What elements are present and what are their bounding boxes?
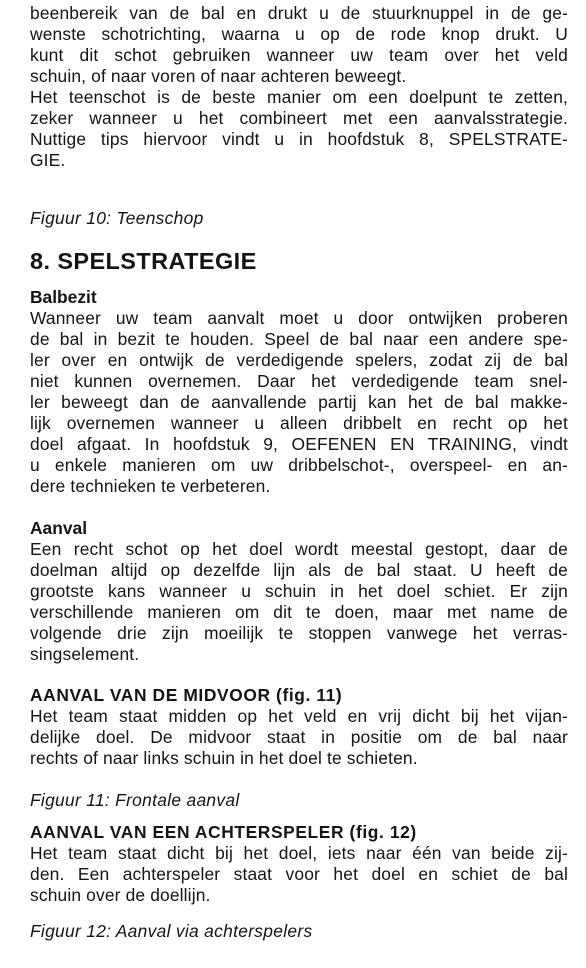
figure-11-caption: Figuur 11: Frontale aanval xyxy=(30,790,240,810)
text-line: Het team staat midden op het veld en vrij dicht bij het vijan- xyxy=(30,706,568,726)
text-line: doel afgaat. In hoofdstuk 9, OEFENEN EN TRAINING, vindt xyxy=(30,434,568,454)
text-line: grootste kans wanneer u schuin in het doel schiet. Er zijn xyxy=(30,581,568,601)
figure-12-caption: Figuur 12: Aanval via achterspelers xyxy=(30,921,313,941)
balbezit-section xyxy=(30,287,568,497)
text-line: lijk overnemen wanneer u alleen dribbelt en recht op het xyxy=(30,413,568,433)
achterspeler-text xyxy=(30,843,568,906)
text-line: den. Een achterspeler staat voor het doel en schiet de bal xyxy=(30,864,568,884)
text-line: delijke doel. De midvoor staat in positie om de bal naar xyxy=(30,727,568,747)
intro-text xyxy=(30,3,568,171)
text-line: beenbereik van de bal en drukt u de stuurknuppel in de ge- xyxy=(30,3,568,23)
text-line: zeker wanneer u het combineert met een aanvalsstrategie. xyxy=(30,108,568,128)
chapter-heading-block xyxy=(30,247,568,275)
intro-paragraph xyxy=(30,3,568,171)
achterspeler-section xyxy=(30,822,568,906)
text-line: schuin over de doellijn. xyxy=(30,885,211,905)
text-line: Een recht schot op het doel wordt meestal gestopt, daar de xyxy=(30,539,568,559)
text-line: volgende drie zijn moeilijk te stoppen vanwege het verras- xyxy=(30,623,568,643)
figure-11-caption-block xyxy=(30,790,568,811)
balbezit-text xyxy=(30,308,568,497)
figure-10-caption-block xyxy=(30,208,568,229)
text-line: rechts of naar links schuin in het doel te schieten. xyxy=(30,748,418,768)
figure-12-caption-block xyxy=(30,921,568,942)
midvoor-section xyxy=(30,685,568,769)
text-line: singselement. xyxy=(30,644,140,664)
balbezit-heading: Balbezit xyxy=(30,287,97,307)
midvoor-text xyxy=(30,706,568,769)
midvoor-heading: AANVAL VAN DE MIDVOOR (fig. 11) xyxy=(30,685,343,705)
text-line: niet kunnen overnemen. Daar het verdedigende team snel- xyxy=(30,371,568,391)
text-line: Wanneer uw team aanvalt moet u door ontwijken proberen xyxy=(30,308,568,328)
text-line: wenste schotrichting, waarna u op de rode knop drukt. U xyxy=(30,24,568,44)
text-line: ler over en ontwijk de verdedigende spelers, zodat zij de bal xyxy=(30,350,568,370)
aanval-heading: Aanval xyxy=(30,518,88,538)
text-line: verschillende manieren om dit te doen, maar met name de xyxy=(30,602,568,622)
text-line: u enkele manieren om uw dribbelschot-, overspeel- en an- xyxy=(30,455,568,475)
text-line: doelman altijd op dezelfde lijn als de bal staat. U heeft de xyxy=(30,560,568,580)
text-line: Het teenschot is de beste manier om een doelpunt te zetten, xyxy=(30,87,568,107)
achterspeler-heading: AANVAL VAN EEN ACHTERSPELER (fig. 12) xyxy=(30,822,417,842)
text-line: de bal in bezit te houden. Speel de bal naar een andere spe- xyxy=(30,329,568,349)
aanval-section xyxy=(30,518,568,665)
text-line: kunt dit schot gebruiken wanneer uw team over het veld xyxy=(30,45,568,65)
text-line: ler beweegt dan de aanvallende partij kan het de bal makke- xyxy=(30,392,568,412)
chapter-title: 8. SPELSTRATEGIE xyxy=(30,248,257,274)
aanval-text xyxy=(30,539,568,665)
text-line: dere technieken te verbeteren. xyxy=(30,476,271,496)
text-line: Nuttige tips hiervoor vindt u in hoofdstuk 8, SPELSTRATE- xyxy=(30,129,568,149)
text-line: schuin, of naar voren of naar achteren beweegt. xyxy=(30,66,407,86)
text-line: GIE. xyxy=(30,150,66,170)
text-line: Het team staat dicht bij het doel, iets naar één van beide zij- xyxy=(30,843,568,863)
figure-10-caption: Figuur 10: Teenschop xyxy=(30,208,204,228)
